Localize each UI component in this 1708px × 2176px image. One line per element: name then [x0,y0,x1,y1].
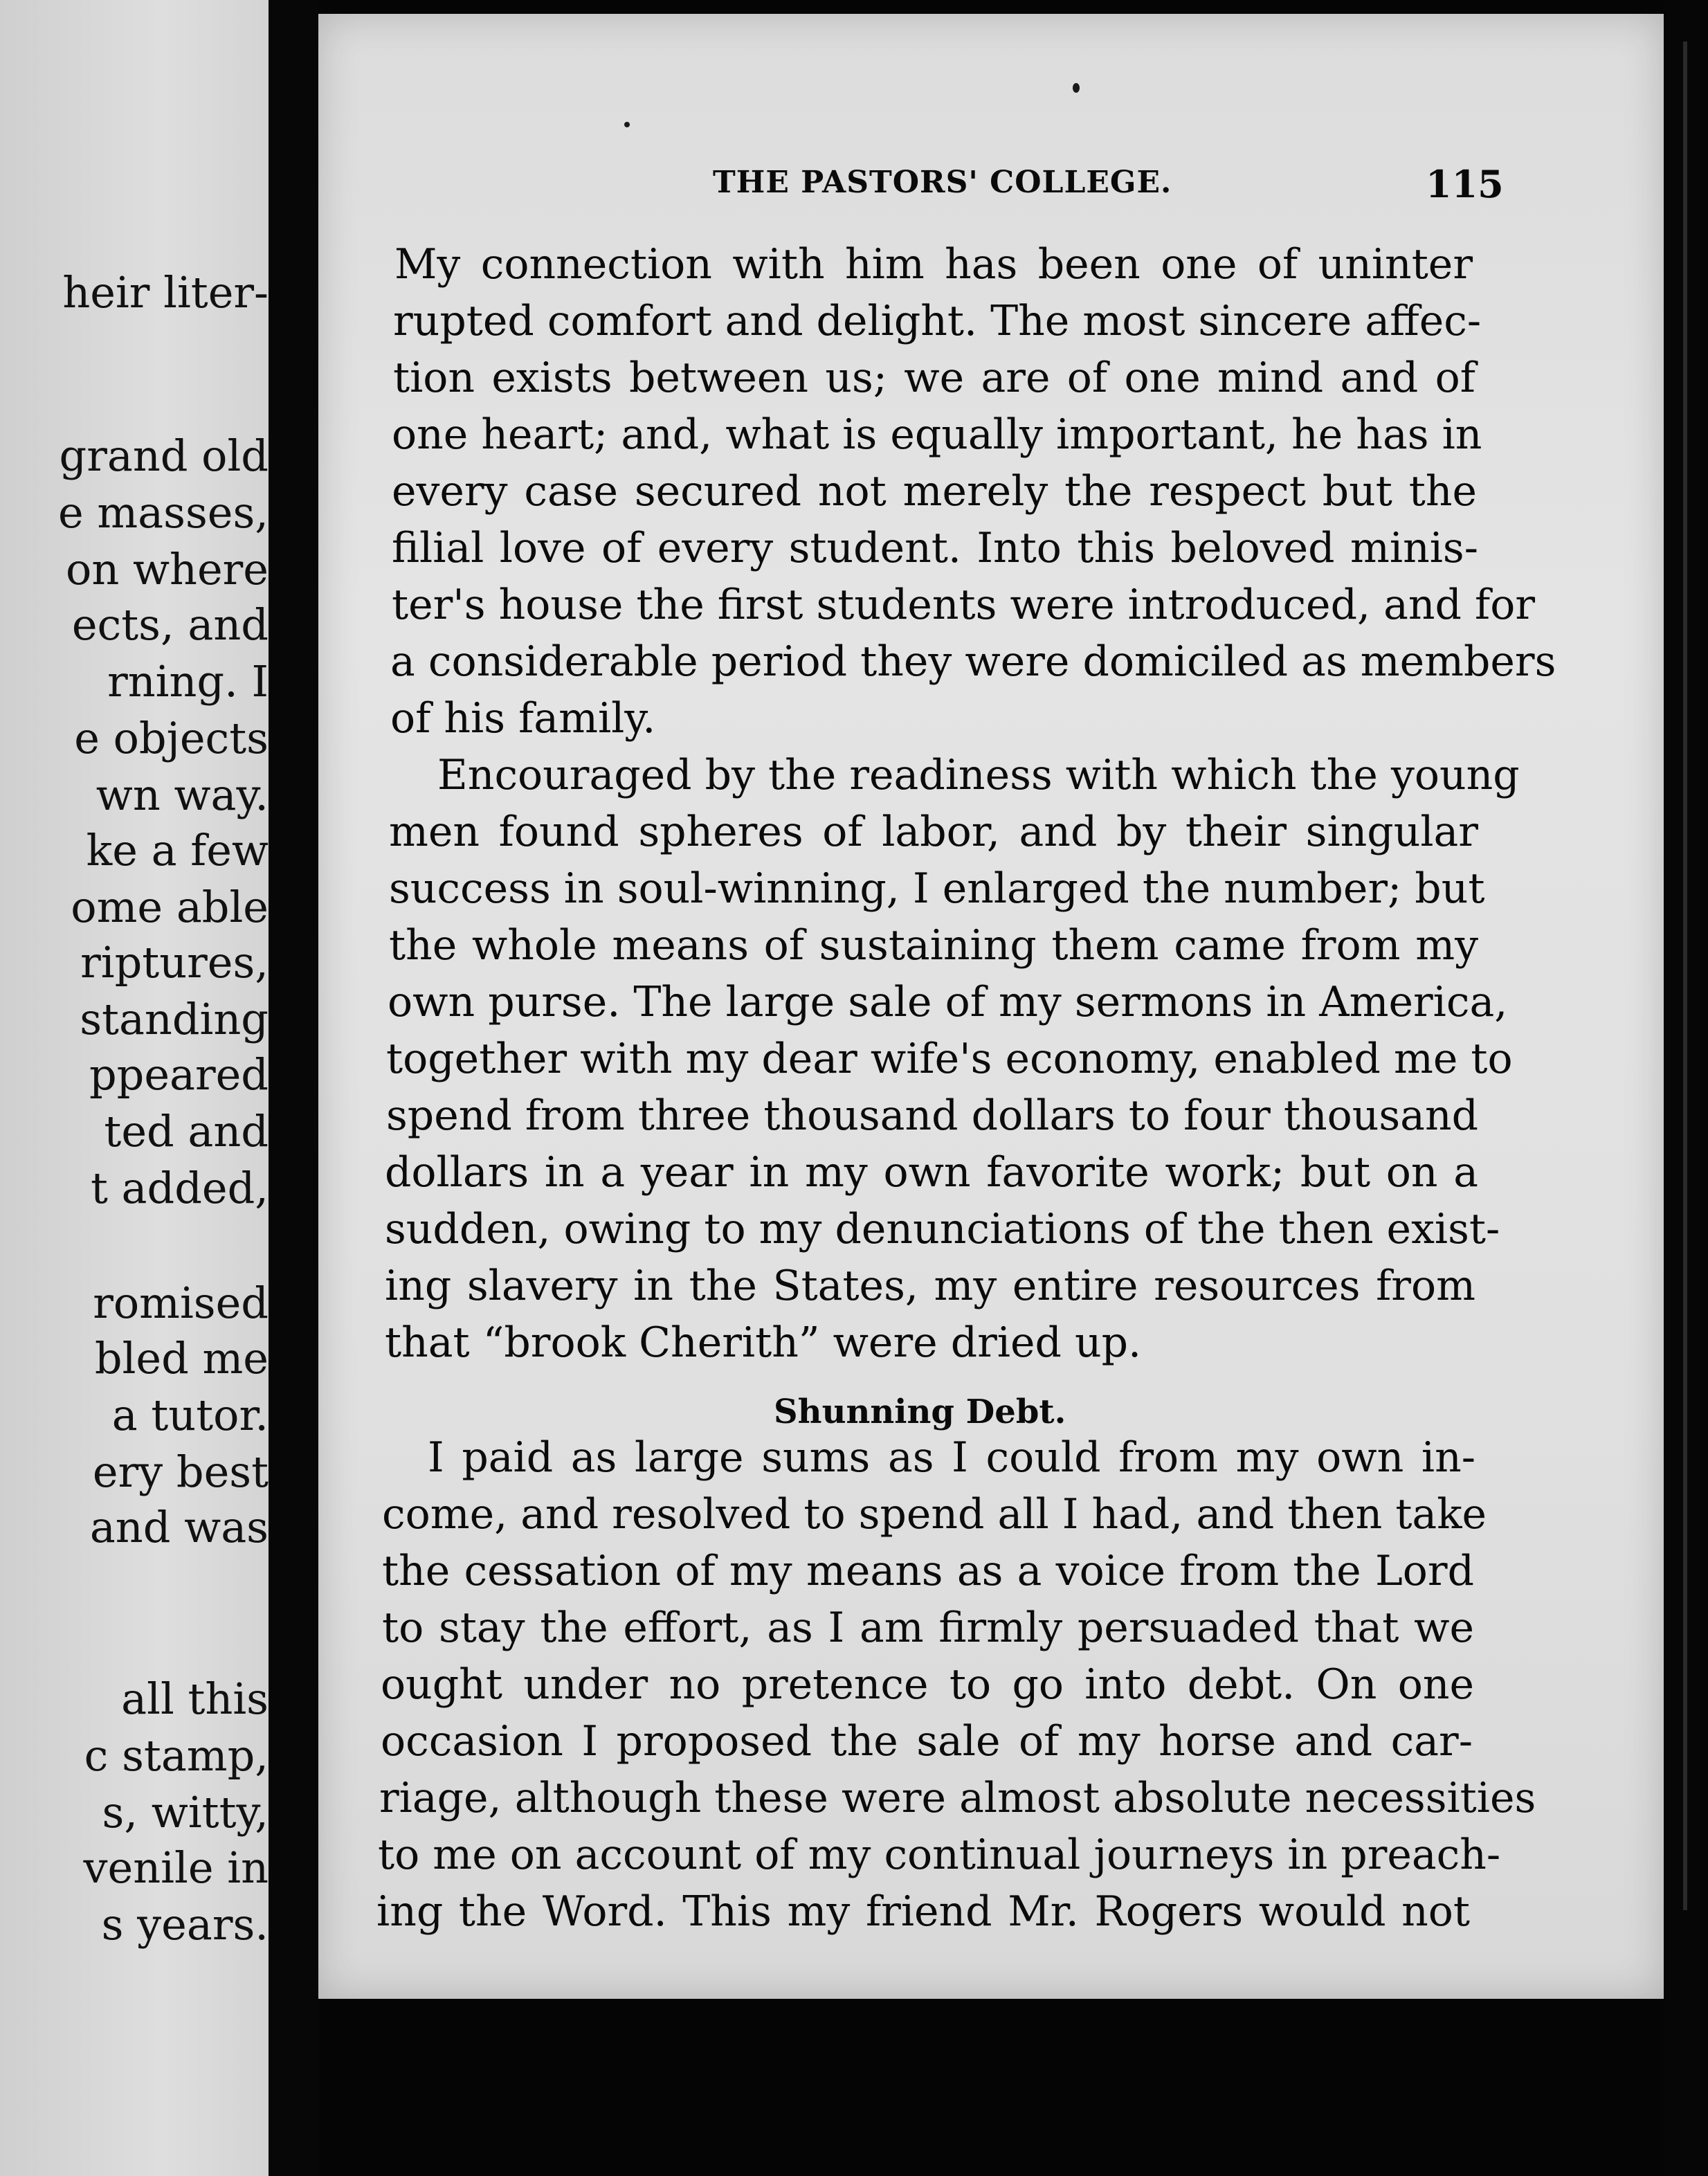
text-line: riage, although these were almost absolute necessities [379,1774,1536,1822]
text-line: spend from three thousand dollars to four thousand [386,1091,1478,1140]
text-line: sudden, owing to my denunciations of the then exist- [385,1205,1500,1253]
text-line: that “brook Cherith” were dried up. [385,1318,1142,1367]
left-line: ome able [71,882,269,932]
ink-speck [1073,83,1080,93]
left-line: t added, [90,1163,269,1213]
text-line: ter's house the first students were introduced, and for [392,581,1536,629]
left-line: a tutor. [111,1390,269,1440]
left-line: standing [80,994,269,1044]
text-line: the whole means of sustaining them came from my [389,921,1478,970]
text-line: to stay the effort, as I am firmly persuaded that we [382,1604,1474,1652]
text-line: Encouraged by the readiness with which the young [437,751,1520,799]
book-gutter [269,0,318,2176]
left-line: e masses, [57,487,269,538]
text-line: of his family. [390,694,656,743]
left-line: riptures, [80,937,269,988]
text-line: come, and resolved to spend all I had, and then take [382,1490,1487,1539]
left-line: ted and [104,1106,269,1157]
text-line: ing slavery in the States, my entire resources from [385,1262,1475,1310]
left-line: s years. [101,1899,269,1950]
left-line: s, witty, [102,1787,269,1838]
text-line: own purse. The large sale of my sermons in America, [388,978,1508,1026]
section-subheading: Shunning Debt. [774,1393,1066,1431]
text-line: together with my dear wife's economy, enabled me to [386,1035,1513,1083]
text-line: dollars in a year in my own favorite work; but on a [385,1148,1478,1197]
left-line: bled me [94,1333,269,1384]
left-line: rning. I [107,656,269,707]
text-line: I paid as large sums as I could from my own in- [428,1433,1475,1482]
text-line: every case secured not merely the respect but the [392,467,1477,516]
text-line: ought under no pretence to go into debt. On one [381,1660,1474,1709]
left-line: romised [93,1278,269,1328]
page-edge-line [1683,42,1687,1910]
page-number: 115 [1426,162,1504,206]
left-line: c stamp, [84,1730,269,1781]
left-line: wn way. [96,770,269,820]
text-line: to me on account of my continual journeys in preach- [378,1831,1501,1879]
left-line: ppeared [89,1049,269,1100]
left-line: e objects [74,713,269,763]
left-line: and was [89,1502,269,1552]
ink-speck [624,122,630,127]
text-line: success in soul-winning, I enlarged the number; but [389,864,1485,913]
text-line: tion exists between us; we are of one mind and of [393,354,1475,402]
left-line: ke a few [86,825,269,876]
left-line: all this [121,1674,269,1724]
text-line: rupted comfort and delight. The most sincere affec- [393,297,1482,345]
left-line: ery best [92,1447,269,1497]
text-line: My connection with him has been one of uninter [394,240,1473,289]
text-line: ing the Word. This my friend Mr. Rogers would not [376,1887,1470,1936]
running-head: THE PASTORS' COLLEGE. [713,165,1172,200]
text-line: occasion I proposed the sale of my horse and car- [381,1717,1473,1766]
text-line: a considerable period they were domiciled as members [390,637,1556,686]
left-line: venile in [83,1842,269,1893]
text-line: men found spheres of labor, and by their singular [389,808,1478,856]
text-line: the cessation of my means as a voice from the Lord [382,1547,1474,1595]
text-line: one heart; and, what is equally important, he has in [392,410,1482,459]
left-line: heir liter- [62,267,269,318]
text-line: filial love of every student. Into this beloved minis- [392,524,1478,572]
left-line: on where [66,544,269,595]
left-line: grand old [59,430,269,481]
left-line: ects, and [71,599,269,650]
facing-page-left [0,0,269,2176]
